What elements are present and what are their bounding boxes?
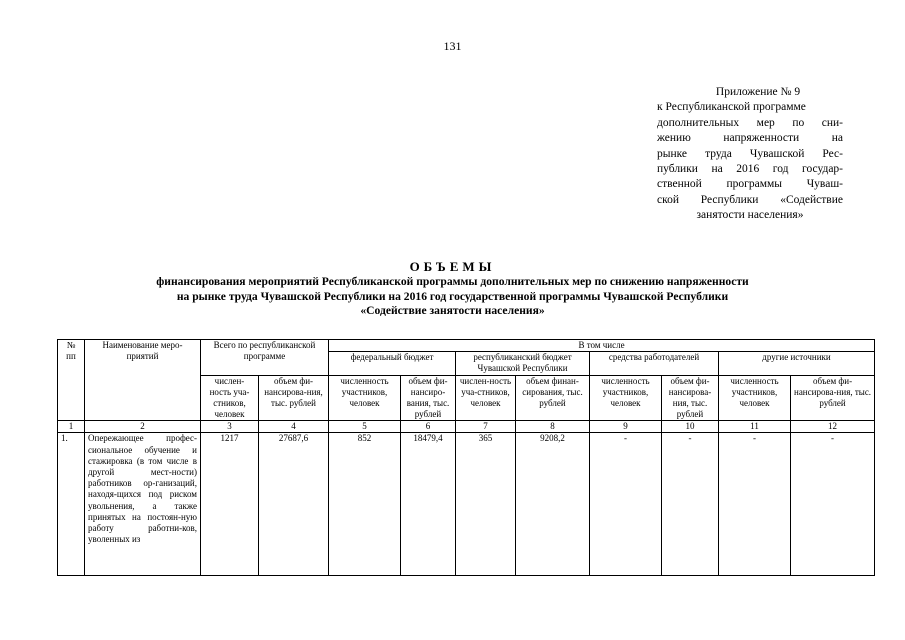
title-line: «Содействие занятости населения» — [360, 304, 545, 318]
header-other: другие источники — [719, 352, 875, 375]
subheader-cell: числен-ность уча-стников, человек — [201, 375, 259, 421]
column-number-row — [58, 421, 875, 433]
row-number: 1. — [58, 433, 85, 576]
column-number: 9 — [590, 421, 662, 433]
page-number: 131 — [443, 39, 462, 53]
subheader-cell: числен-ность уча-стников, человек — [456, 375, 516, 421]
column-number: 1 — [58, 421, 85, 433]
appendix-line: ской Республики «Содействие — [657, 193, 843, 206]
title-line: на рынке труда Чувашской Республики на 2016 год государственной программы Чувашской Республики — [176, 289, 729, 303]
subheader-cell: объем фи-нансирова-ния, тыс. рублей — [791, 375, 875, 421]
table-row — [58, 433, 875, 576]
document-title — [0, 258, 905, 319]
row-value: - — [719, 433, 791, 576]
subheader-cell: численность участников, человек — [329, 375, 401, 421]
column-number: 11 — [719, 421, 791, 433]
column-number: 8 — [516, 421, 590, 433]
row-value: 1217 — [201, 433, 259, 576]
financing-table — [57, 339, 875, 576]
column-number: 4 — [259, 421, 329, 433]
column-number: 6 — [401, 421, 456, 433]
header-name: Наименование меро-приятий — [85, 340, 201, 421]
column-number: 3 — [201, 421, 259, 433]
column-number: 5 — [329, 421, 401, 433]
appendix-line: дополнительных мер по сни- — [657, 116, 843, 129]
appendix-line: занятости населения» — [696, 209, 804, 222]
column-number: 2 — [85, 421, 201, 433]
appendix-line: к Республиканской программе — [657, 101, 806, 114]
row-value: - — [791, 433, 875, 576]
subheader-cell: объем фи-нансиро-вания, тыс. рублей — [401, 375, 456, 421]
row-value: - — [662, 433, 719, 576]
header-num: № пп — [58, 340, 85, 421]
column-number: 10 — [662, 421, 719, 433]
header-including: В том числе — [329, 340, 875, 352]
row-value: 9208,2 — [516, 433, 590, 576]
table-header-row — [58, 340, 875, 352]
row-value: 18479,4 — [401, 433, 456, 576]
header-federal: федеральный бюджет — [329, 352, 456, 375]
subheader-cell: численность участников, человек — [590, 375, 662, 421]
subheader-cell: численность участников, человек — [719, 375, 791, 421]
header-employers: средства работодателей — [590, 352, 719, 375]
row-value: 365 — [456, 433, 516, 576]
title-main: ОБЪЕМЫ — [409, 259, 496, 274]
subheader-cell: объем финан-сирования, тыс. рублей — [516, 375, 590, 421]
column-number: 7 — [456, 421, 516, 433]
subheader-cell: объем фи-нансирова-ния, тыс. рублей — [259, 375, 329, 421]
column-number: 12 — [791, 421, 875, 433]
title-line: финансирования мероприятий Республиканской программы дополнительных мер по снижению напряженности — [156, 275, 749, 288]
subheader-cell: объем фи-нансирова-ния, тыс. рублей — [662, 375, 719, 421]
row-name: Опережающее профес-сиональное обучение и стажировка (в том числе в другой мест-ности) работников ор-ганизаций, находя-щихся под риском увольнения, а также принятых на постоян-ную работу работни-ков, уволенных из — [85, 433, 201, 576]
row-value: - — [590, 433, 662, 576]
appendix-line: публики на 2016 год государ- — [657, 163, 843, 176]
row-value: 852 — [329, 433, 401, 576]
appendix-title: Приложение № 9 — [715, 86, 801, 98]
appendix-line: жению напряженности на — [657, 132, 843, 145]
appendix-note — [657, 85, 843, 224]
header-total: Всего по республиканской программе — [201, 340, 329, 376]
row-value: 27687,6 — [259, 433, 329, 576]
appendix-line: ственной программы Чуваш- — [657, 178, 843, 191]
appendix-line: рынке труда Чувашской Рес- — [657, 147, 843, 160]
header-republic: республиканский бюджет Чувашской Республики — [456, 352, 590, 375]
